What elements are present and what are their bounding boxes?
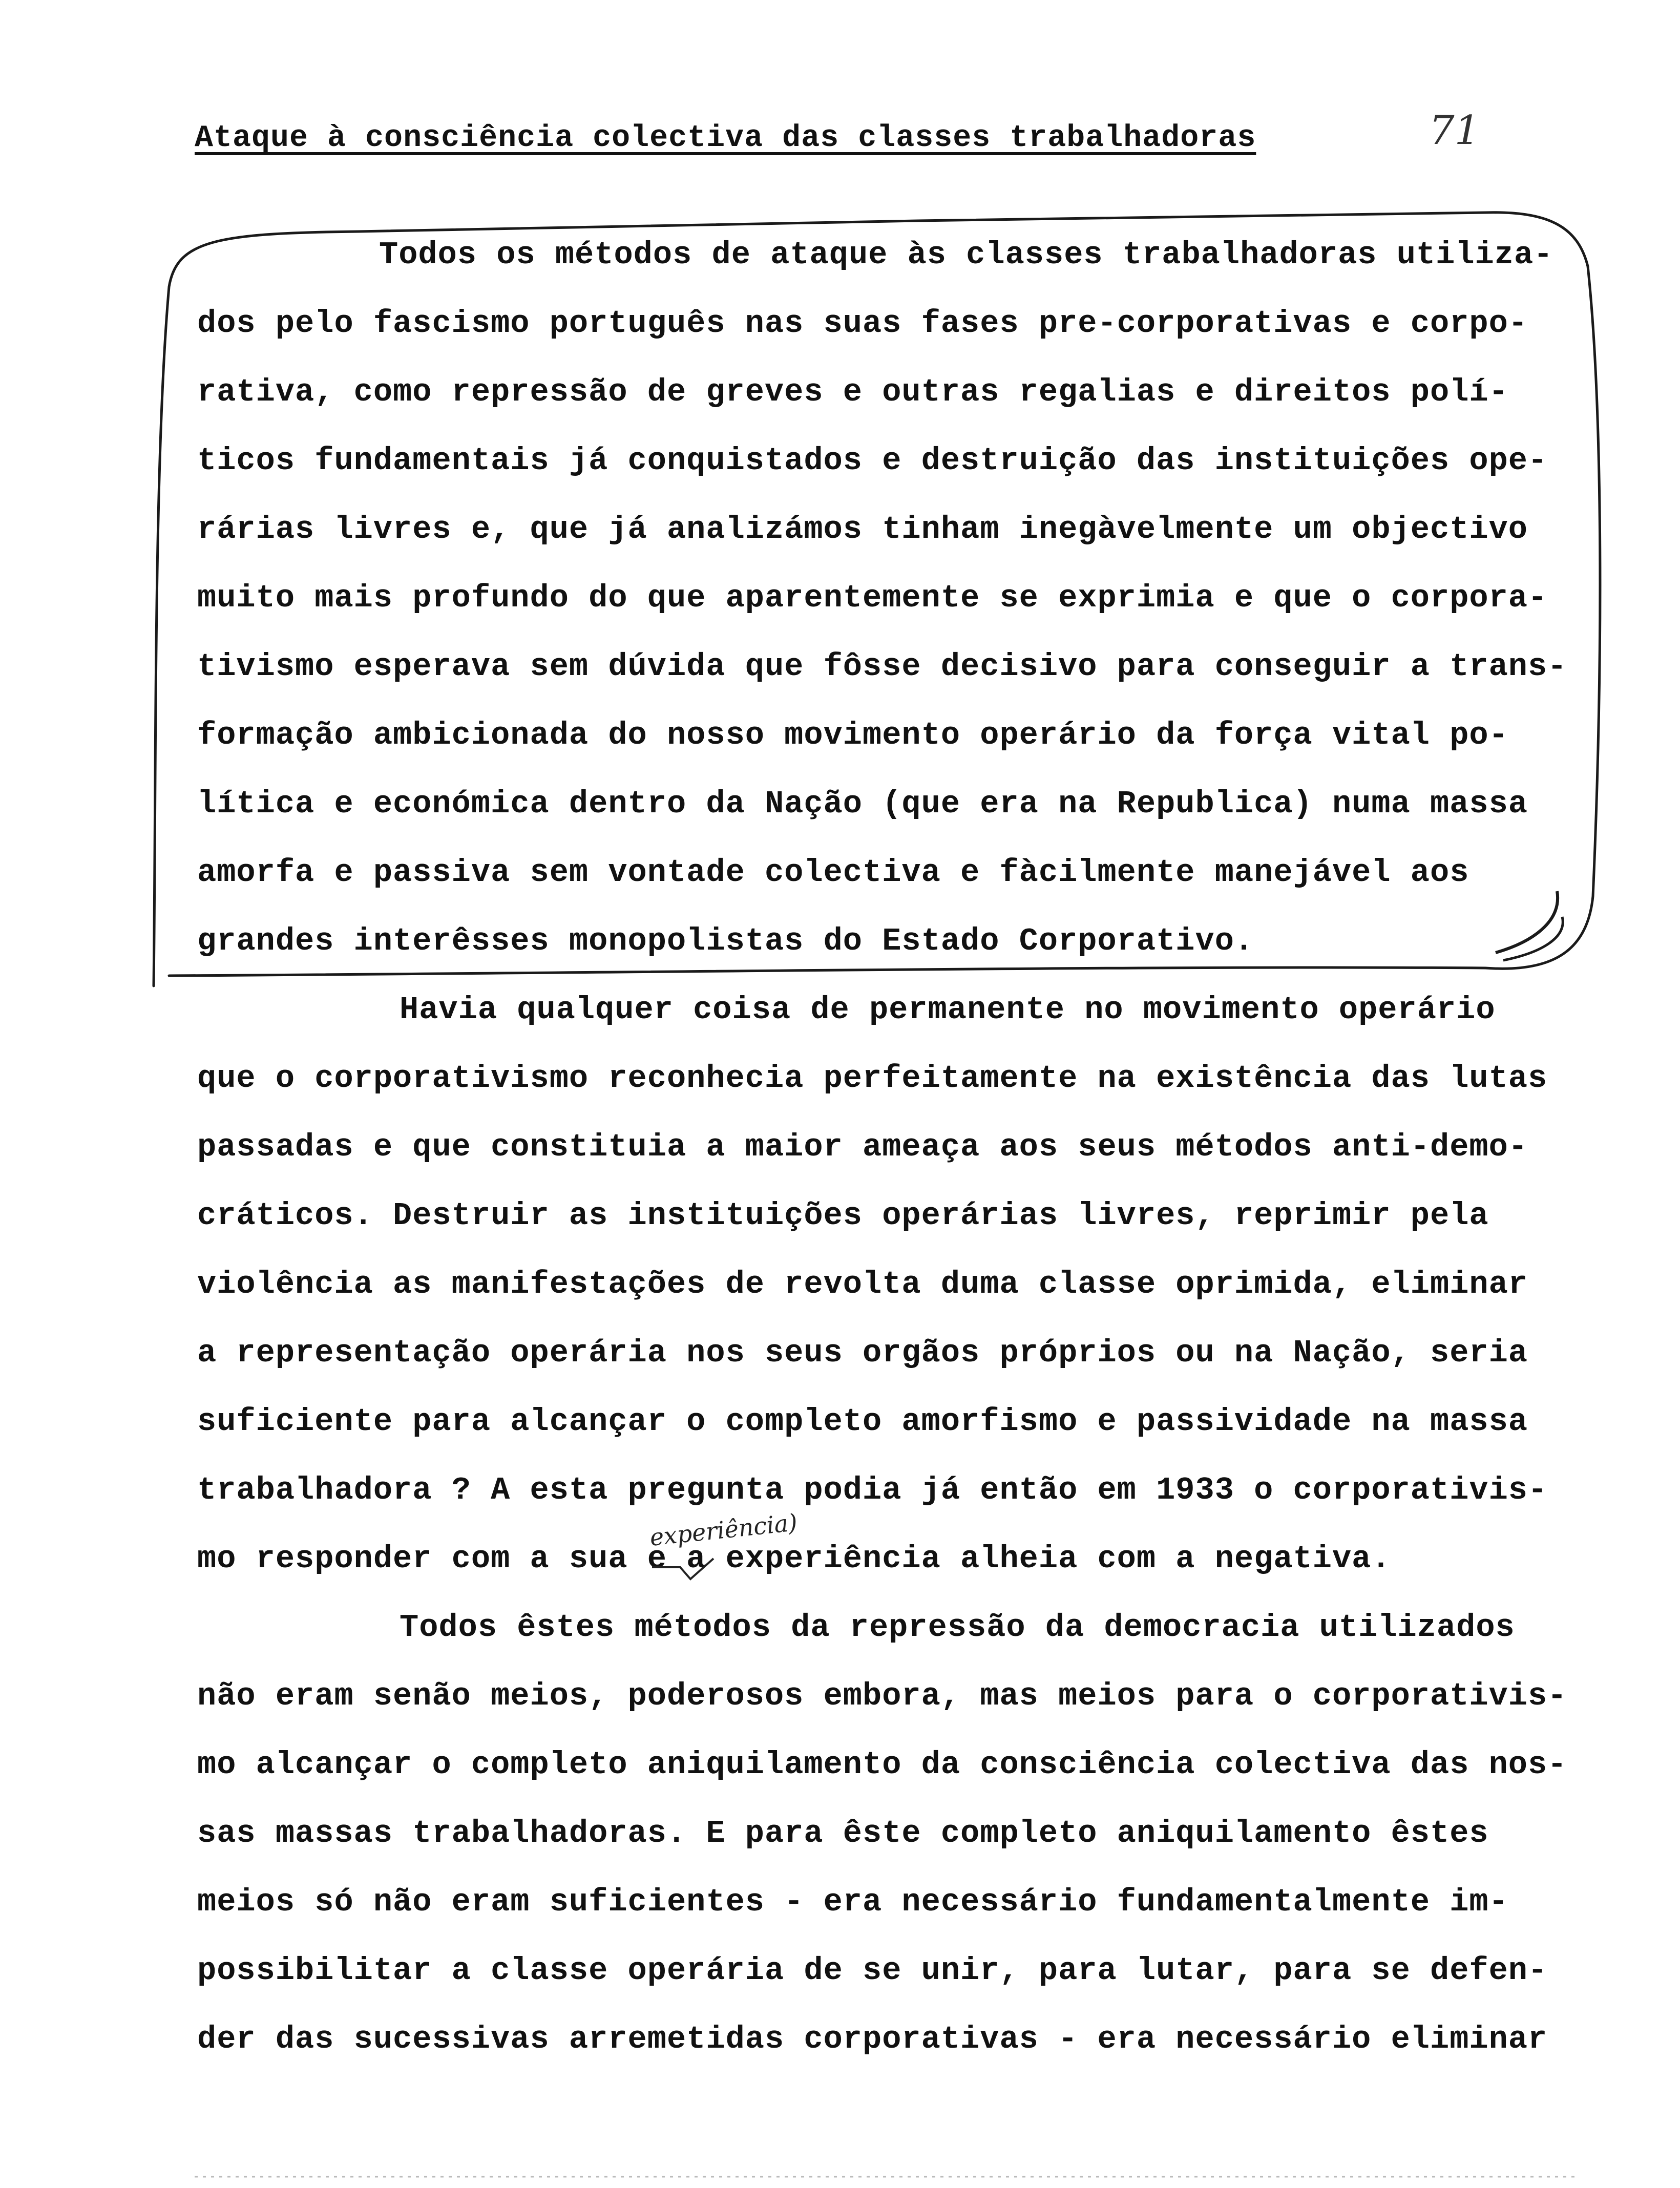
text-line: lítica e económica dentro da Nação (que era na Republica) numa massa: [197, 786, 1528, 822]
text-line: Havia qualquer coisa de permanente no movimento operário: [400, 992, 1496, 1028]
insertion-caret-mark: [649, 1555, 716, 1591]
text-line: meios só não eram suficientes - era necessário fundamentalmente im-: [197, 1884, 1508, 1920]
text-line: dos pelo fascismo português nas suas fases pre-corporativas e corpo-: [197, 305, 1528, 342]
text-line: possibilitar a classe operária de se unir, para lutar, para se defen-: [197, 1952, 1548, 1989]
text-line: não eram senão meios, poderosos embora, mas meios para o corporativis-: [197, 1678, 1567, 1714]
text-line: muito mais profundo do que aparentemente se exprimia e que o corpora-: [197, 580, 1548, 616]
text-line: der das sucessivas arremetidas corporativas - era necessário eliminar: [197, 2021, 1548, 2057]
handwritten-page-number: 71: [1429, 108, 1480, 154]
text-line: trabalhadora ? A esta pregunta podia já então em 1933 o corporativis-: [197, 1472, 1548, 1508]
text-line: a representação operária nos seus orgãos próprios ou na Nação, seria: [197, 1335, 1528, 1371]
text-line: suficiente para alcançar o completo amorfismo e passividade na massa: [197, 1403, 1528, 1440]
text-line: grandes interêsses monopolistas do Estado Corporativo.: [197, 923, 1254, 959]
text-line: tivismo esperava sem dúvida que fôsse decisivo para conseguir a trans-: [197, 648, 1567, 685]
text-line: cráticos. Destruir as instituições operárias livres, reprimir pela: [197, 1197, 1489, 1234]
text-line: rárias livres e, que já analizámos tinham inegàvelmente um objectivo: [197, 511, 1528, 548]
text-line: violência as manifestações de revolta duma classe oprimida, eliminar: [197, 1266, 1528, 1302]
text-line: passadas e que constituia a maior ameaça aos seus métodos anti-demo-: [197, 1129, 1528, 1165]
text-line: Todos êstes métodos da repressão da democracia utilizados: [400, 1609, 1515, 1646]
text-line: Todos os métodos de ataque às classes trabalhadoras utiliza-: [379, 237, 1553, 273]
text-line: sas massas trabalhadoras. E para êste completo aniquilamento êstes: [197, 1815, 1489, 1852]
text-line: mo alcançar o completo aniquilamento da consciência colectiva das nos-: [197, 1747, 1567, 1783]
text-line: que o corporativismo reconhecia perfeitamente na existência das lutas: [197, 1060, 1548, 1097]
text-line: mo responder com a sua e a experiência alheia com a negativa.: [197, 1541, 1391, 1577]
text-line: formação ambicionada do nosso movimento operário da força vital po-: [197, 717, 1508, 753]
text-line: amorfa e passiva sem vontade colectiva e fàcilmente manejável aos: [197, 854, 1469, 891]
document-title: Ataque à consciência colectiva das classes trabalhadoras: [195, 121, 1256, 156]
handwritten-insertion: experiência): [648, 1508, 799, 1551]
text-line: rativa, como repressão de greves e outras regalias e direitos polí-: [197, 374, 1508, 410]
text-line: ticos fundamentais já conquistados e destruição das instituições ope-: [197, 443, 1548, 479]
